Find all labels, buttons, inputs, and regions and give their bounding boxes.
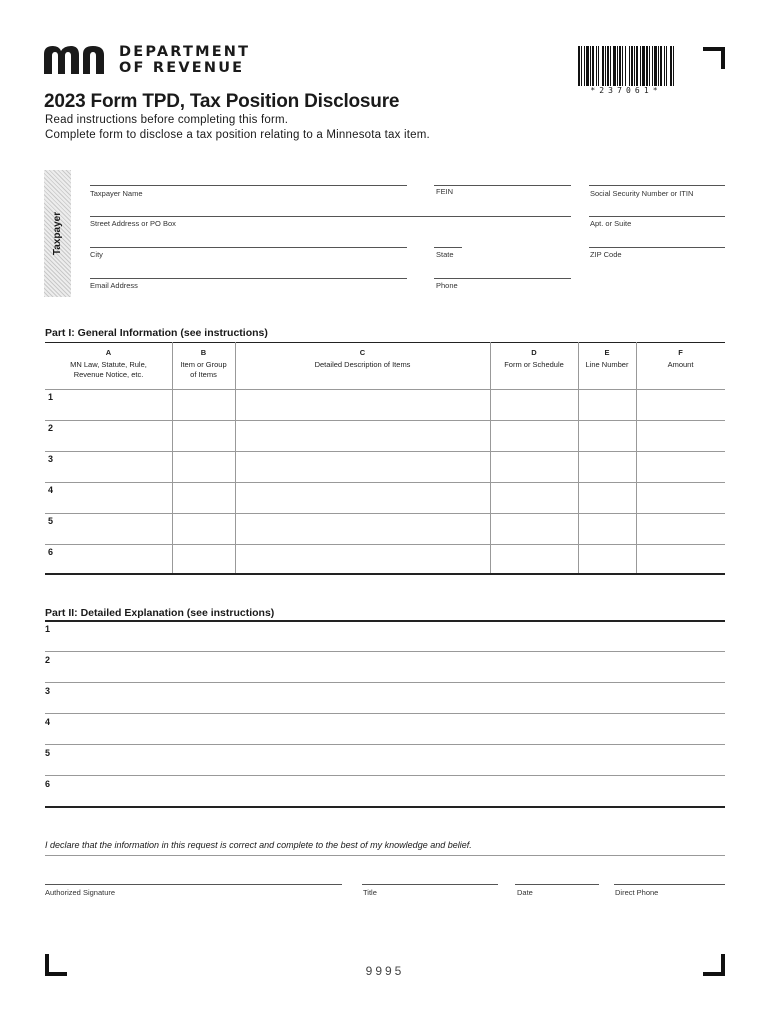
table-cell-input[interactable] <box>637 483 724 512</box>
barcode-bar <box>629 46 630 86</box>
street-address-field[interactable] <box>90 216 571 217</box>
barcode-bar <box>598 46 599 86</box>
barcode-bar <box>658 46 659 86</box>
title-label: Title <box>363 888 377 897</box>
explanation-line-input[interactable] <box>58 746 725 774</box>
barcode-bar <box>581 46 582 86</box>
barcode-bar <box>642 46 645 86</box>
logo-line-2: OF REVENUE <box>119 60 245 76</box>
corner-mark-bottom-left <box>45 954 67 976</box>
declaration-underline <box>45 855 725 856</box>
table-cell-input[interactable] <box>173 483 234 512</box>
ssn-label: Social Security Number or ITIN <box>590 189 694 198</box>
date-label: Date <box>517 888 533 897</box>
explanation-row-number: 1 <box>45 624 51 634</box>
column-description: Detailed Description of Items <box>314 360 411 369</box>
apt-suite-field[interactable] <box>589 216 725 217</box>
barcode-bar <box>592 46 594 86</box>
taxpayer-label: Taxpayer <box>52 211 63 256</box>
phone-label: Phone <box>436 281 458 290</box>
fein-label: FEIN <box>436 187 454 196</box>
column-letter: A <box>105 348 112 357</box>
table-cell-input[interactable] <box>491 514 577 543</box>
table-cell-input[interactable] <box>491 452 577 481</box>
table-cell-input[interactable] <box>46 452 171 481</box>
column-description: Item or Group <box>180 360 227 369</box>
taxpayer-name-field[interactable] <box>90 185 407 186</box>
table-cell-input[interactable] <box>236 421 489 450</box>
state-label: State <box>436 250 454 259</box>
direct-phone-field[interactable] <box>614 884 725 885</box>
authorized-signature-field[interactable] <box>45 884 342 885</box>
barcode-bar <box>631 46 633 86</box>
explanation-row-number: 2 <box>45 655 51 665</box>
explanation-row-number: 6 <box>45 779 51 789</box>
table-cell-input[interactable] <box>236 545 489 574</box>
part1-table-top-border <box>45 342 725 343</box>
barcode-bar <box>646 46 648 86</box>
table-cell-input[interactable] <box>173 390 234 419</box>
barcode-bar <box>649 46 650 86</box>
direct-phone-label: Direct Phone <box>615 888 659 897</box>
explanation-line-input[interactable] <box>58 684 725 712</box>
table-cell-input[interactable] <box>236 483 489 512</box>
table-row-number: 3 <box>48 454 54 464</box>
part2-bottom-border <box>45 806 725 808</box>
corner-mark-top-right <box>703 47 725 69</box>
fein-field[interactable] <box>434 185 571 186</box>
table-cell-input[interactable] <box>637 514 724 543</box>
explanation-row-divider <box>45 651 725 652</box>
barcode-bar <box>636 46 638 86</box>
zip-code-label: ZIP Code <box>590 250 622 259</box>
table-row-number: 2 <box>48 423 54 433</box>
column-description: Amount <box>667 360 694 369</box>
phone-field[interactable] <box>434 278 571 279</box>
table-cell-input[interactable] <box>579 545 635 574</box>
barcode-bar <box>666 46 667 86</box>
table-cell-input[interactable] <box>46 421 171 450</box>
state-field[interactable] <box>434 247 462 248</box>
explanation-row-divider <box>45 682 725 683</box>
barcode-bar <box>625 46 626 86</box>
explanation-line-input[interactable] <box>58 777 725 805</box>
table-cell-input[interactable] <box>579 483 635 512</box>
column-description: of Items <box>190 370 217 379</box>
authorized-signature-label: Authorized Signature <box>45 888 116 897</box>
column-description: Form or Schedule <box>504 360 564 369</box>
table-row-number: 5 <box>48 516 54 526</box>
explanation-row-number: 4 <box>45 717 51 727</box>
footer-form-number: 9995 <box>365 964 405 978</box>
barcode-bar <box>586 46 589 86</box>
table-cell-input[interactable] <box>46 390 171 419</box>
column-letter: E <box>604 348 610 357</box>
column-letter: B <box>200 348 207 357</box>
table-cell-input[interactable] <box>579 514 635 543</box>
table-cell-input[interactable] <box>579 452 635 481</box>
title-field[interactable] <box>362 884 498 885</box>
barcode-bar <box>596 46 597 86</box>
explanation-line-input[interactable] <box>58 622 725 650</box>
table-cell-input[interactable] <box>173 452 234 481</box>
barcode-text: *237061* <box>590 86 662 95</box>
table-cell-input[interactable] <box>236 452 489 481</box>
table-cell-input[interactable] <box>173 421 234 450</box>
table-row-number: 1 <box>48 392 54 402</box>
city-field[interactable] <box>90 247 407 248</box>
barcode-bar <box>670 46 672 86</box>
barcode-bar <box>610 46 611 86</box>
table-cell-input[interactable] <box>173 545 234 574</box>
explanation-line-input[interactable] <box>58 653 725 681</box>
table-cell-input[interactable] <box>236 390 489 419</box>
table-cell-input[interactable] <box>637 390 724 419</box>
taxpayer-name-label: Taxpayer Name <box>90 189 143 198</box>
table-cell-input[interactable] <box>637 545 724 574</box>
logo-line-1: DEPARTMENT <box>119 44 251 60</box>
corner-mark-bottom-right <box>703 954 725 976</box>
table-cell-input[interactable] <box>491 545 577 574</box>
column-letter: F <box>678 348 683 357</box>
barcode-bar <box>590 46 591 86</box>
column-description: MN Law, Statute, Rule, <box>70 360 147 369</box>
explanation-line-input[interactable] <box>58 715 725 743</box>
barcode-bar <box>652 46 653 86</box>
barcode-bar <box>584 46 585 86</box>
table-row-number: 4 <box>48 485 54 495</box>
barcode-bar <box>613 46 616 86</box>
table-cell-input[interactable] <box>46 514 171 543</box>
barcode-bar <box>640 46 641 86</box>
barcode-bar <box>578 46 580 86</box>
declaration-text: I declare that the information in this request is correct and complete to the best of my knowledge and belief. <box>45 840 472 850</box>
apt-suite-label: Apt. or Suite <box>590 219 632 228</box>
barcode-bar <box>622 46 623 86</box>
table-cell-input[interactable] <box>173 514 234 543</box>
barcode-bar <box>654 46 657 86</box>
street-address-label: Street Address or PO Box <box>90 219 176 228</box>
intro-line-1: Read instructions before completing this form. <box>45 114 289 126</box>
barcode-bar <box>607 46 609 86</box>
explanation-row-number: 5 <box>45 748 51 758</box>
table-row-number: 6 <box>48 547 54 557</box>
intro-line-2: Complete form to disclose a tax position relating to a Minnesota tax item. <box>45 129 430 141</box>
zip-code-field[interactable] <box>589 247 725 248</box>
barcode-bar <box>664 46 665 86</box>
mn-logo-icon <box>44 46 114 74</box>
table-cell-input[interactable] <box>579 421 635 450</box>
table-cell-input[interactable] <box>491 421 577 450</box>
barcode-bar <box>605 46 606 86</box>
table-cell-input[interactable] <box>491 390 577 419</box>
table-cell-input[interactable] <box>637 452 724 481</box>
city-label: City <box>90 250 103 259</box>
email-field[interactable] <box>90 278 407 279</box>
barcode-bar <box>619 46 621 86</box>
part1-title: Part I: General Information (see instructions) <box>45 327 268 339</box>
barcode-bar <box>602 46 604 86</box>
taxpayer-band-label <box>44 170 71 297</box>
form-title: 2023 Form TPD, Tax Position Disclosure <box>44 91 400 112</box>
barcode-bar <box>673 46 674 86</box>
table-cell-input[interactable] <box>46 545 171 574</box>
table-cell-input[interactable] <box>46 483 171 512</box>
table-cell-input[interactable] <box>579 390 635 419</box>
ssn-field[interactable] <box>589 185 725 186</box>
column-letter: D <box>531 348 537 357</box>
barcode-bar <box>634 46 635 86</box>
table-cell-input[interactable] <box>236 514 489 543</box>
barcode-bar <box>660 46 662 86</box>
explanation-row-divider <box>45 744 725 745</box>
column-description: Revenue Notice, etc. <box>73 370 144 379</box>
barcode <box>578 46 674 86</box>
column-description: Line Number <box>585 360 629 369</box>
barcode-bar <box>617 46 618 86</box>
explanation-row-divider <box>45 713 725 714</box>
department-logo-text <box>119 44 250 76</box>
explanation-row-divider <box>45 775 725 776</box>
part2-title: Part II: Detailed Explanation (see instructions) <box>45 607 275 619</box>
column-letter: C <box>359 348 366 357</box>
explanation-row-number: 3 <box>45 686 51 696</box>
email-label: Email Address <box>90 281 138 290</box>
date-field[interactable] <box>515 884 599 885</box>
table-cell-input[interactable] <box>491 483 577 512</box>
table-cell-input[interactable] <box>637 421 724 450</box>
